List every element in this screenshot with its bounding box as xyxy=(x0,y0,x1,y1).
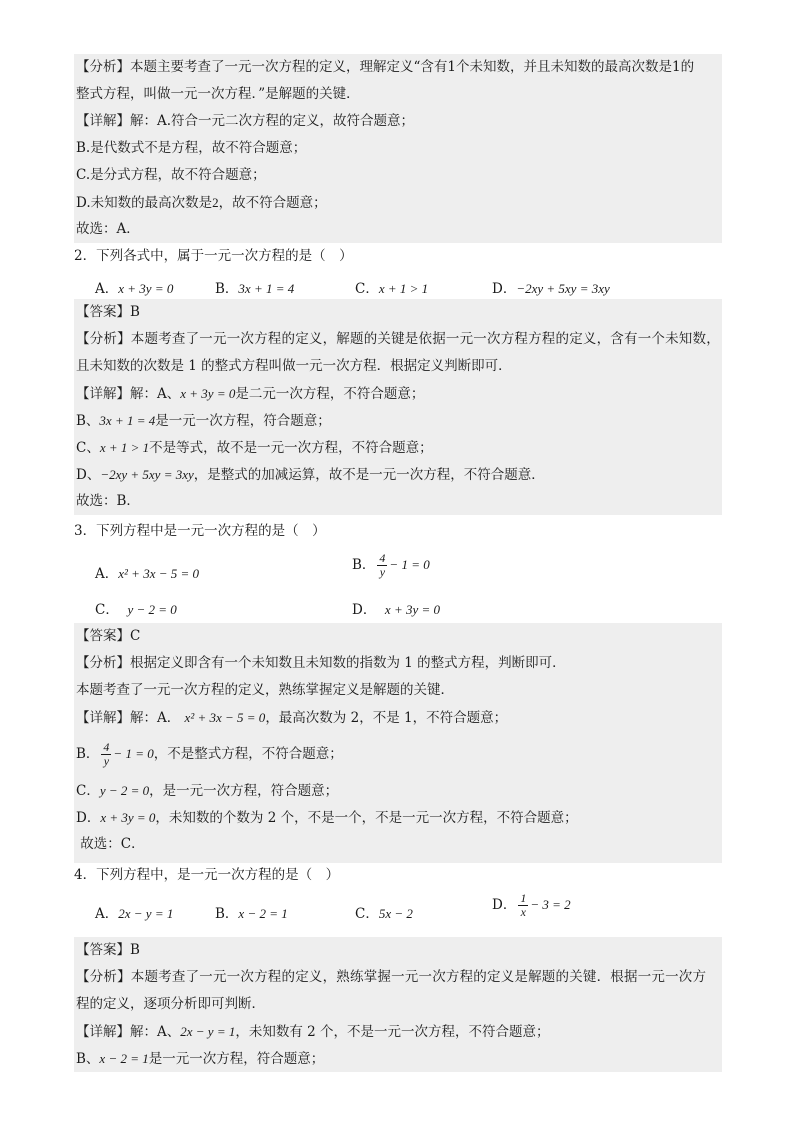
detail-text: ，是一元一次方程，符合题意； xyxy=(149,783,339,799)
question-stem xyxy=(74,862,339,889)
detail-line xyxy=(74,380,722,407)
math-expression: x − 2 = 1 xyxy=(99,1051,149,1066)
detail-text: C.是分式方程，故不符合题意； xyxy=(76,167,266,183)
analysis-line xyxy=(74,81,722,108)
option-label: D． xyxy=(492,897,517,913)
detail-text: 【详解】解：A.符合一元二次方程的定义，故符合题意； xyxy=(76,113,415,129)
detail-text: 【详解】解：A、 xyxy=(76,386,181,402)
math-expression: x + 3y = 0 xyxy=(118,281,174,296)
option-d xyxy=(352,598,440,618)
detail-text: 【详解】解：A． xyxy=(76,710,181,726)
option-a xyxy=(95,277,173,297)
analysis-line xyxy=(74,991,722,1018)
option-d xyxy=(492,277,610,297)
detail-text: 是二元一次方程，不符合题意； xyxy=(235,386,425,402)
detail-text: B、 xyxy=(76,1051,100,1067)
detail-text: ，故不符合题意； xyxy=(218,195,327,211)
analysis-line xyxy=(74,54,722,81)
fraction xyxy=(101,741,111,768)
detail-text: D、 xyxy=(76,467,101,483)
option-b xyxy=(215,277,294,297)
detail-text: 是一元一次方程，符合题意； xyxy=(148,1051,325,1067)
choose-text: 故选：A． xyxy=(76,221,140,237)
fraction-numerator: 4 xyxy=(103,740,110,754)
option-label: D． xyxy=(492,281,517,297)
detail-line xyxy=(74,1018,722,1045)
choose-line xyxy=(74,488,722,515)
detail-line xyxy=(74,162,722,189)
detail-text: D． xyxy=(76,810,101,826)
detail-text: ，最高次数为 2，不是 1，不符合题意； xyxy=(265,710,508,726)
analysis-text: 程的定义，逐项分析即可判断． xyxy=(76,996,265,1012)
math-expression: − 1 = 0 xyxy=(389,557,430,572)
analysis-text: 整式方程，叫做一元一次方程．”是解题的关键． xyxy=(76,86,360,102)
analysis-line xyxy=(74,353,722,380)
math-expression: − 3 = 2 xyxy=(530,897,571,912)
math-expression: 3x + 1 = 4 xyxy=(238,281,295,296)
answer-line xyxy=(74,937,722,964)
math-expression: 2x − y = 1 xyxy=(180,1024,236,1039)
analysis-text: 【分析】本题考查了一元一次方程的定义，解题的关键是依据一元一次方程方程的定义，含有一个未知数， xyxy=(76,331,720,347)
question-stem xyxy=(74,243,353,270)
detail-text: 【详解】解：A、 xyxy=(76,1024,181,1040)
detail-text: B.是代数式不是方程，故不符合题意； xyxy=(76,140,307,156)
detail-text: ，是整式的加减运算，故不是一元一次方程，不符合题意． xyxy=(193,467,545,483)
choose-line xyxy=(74,216,722,243)
detail-line xyxy=(74,135,722,162)
math-expression: x + 1 > 1 xyxy=(99,440,150,455)
detail-text: B． xyxy=(76,746,100,762)
fraction-numerator: 1 xyxy=(520,891,527,905)
analysis-line xyxy=(74,326,722,353)
stem-text: 3．下列方程中是一元一次方程的是（ ） xyxy=(74,523,326,539)
detail-line xyxy=(74,777,722,804)
option-label: B． xyxy=(215,906,239,922)
detail-line xyxy=(74,461,722,488)
option-c xyxy=(355,277,428,297)
detail-text: B、 xyxy=(76,413,100,429)
math-expression: −2xy + 5xy = 3xy xyxy=(100,467,194,482)
choose-line xyxy=(74,831,722,863)
detail-line xyxy=(74,108,722,135)
answer-text: 【答案】B xyxy=(76,304,140,320)
option-label: A． xyxy=(95,906,119,922)
math-expression: x + 3y = 0 xyxy=(180,386,236,401)
analysis-text: 且未知数的次数是 1 的整式方程叫做一元一次方程．根据定义判断即可． xyxy=(76,358,512,374)
option-label: B． xyxy=(215,281,239,297)
math-expression: 2 xyxy=(212,195,219,210)
analysis-line xyxy=(74,650,722,677)
analysis-text: 本题考查了一元一次方程的定义，熟练掌握定义是解题的关键． xyxy=(76,682,454,698)
analysis-line xyxy=(74,677,722,704)
fraction xyxy=(377,552,387,579)
option-a xyxy=(95,562,199,582)
detail-text: D.未知数的最高次数是 xyxy=(76,195,213,211)
fraction-denominator: x xyxy=(520,905,526,919)
detail-text: ，未知数的个数为 2 个，不是一个，不是一元一次方程，不符合题意； xyxy=(155,810,578,826)
detail-text: C、 xyxy=(76,440,100,456)
choose-text: 故选：B． xyxy=(76,493,140,509)
math-expression: y − 2 = 0 xyxy=(127,602,177,617)
question-stem xyxy=(74,518,326,545)
detail-line xyxy=(74,407,722,434)
fraction xyxy=(518,892,528,919)
detail-line xyxy=(74,804,722,831)
answer-line xyxy=(74,623,722,650)
choose-text: 故选：C． xyxy=(80,836,145,852)
option-label: B． xyxy=(352,557,376,573)
analysis-text: 【分析】本题考查了一元一次方程的定义，熟练掌握一元一次方程的定义是解题的关键．根据一元一次方 xyxy=(76,969,707,985)
option-c xyxy=(355,902,413,922)
detail-line xyxy=(74,434,722,461)
stem-text: 2．下列各式中，属于一元一次方程的是（ ） xyxy=(74,248,353,264)
detail-line xyxy=(74,1045,722,1072)
detail-text: ，不是整式方程，不符合题意； xyxy=(153,746,343,762)
option-label: A． xyxy=(95,566,119,582)
option-d xyxy=(492,892,571,919)
detail-text: 是一元一次方程，符合题意； xyxy=(155,413,331,429)
answer-text: 【答案】B xyxy=(76,942,140,958)
option-b xyxy=(215,902,288,922)
math-expression: y − 2 = 0 xyxy=(99,783,150,798)
detail-text: ，未知数有 2 个，不是一元一次方程，不符合题意； xyxy=(235,1024,550,1040)
option-label: C． xyxy=(95,602,119,618)
detail-line xyxy=(74,189,722,216)
detail-text: C． xyxy=(76,783,100,799)
answer-text: 【答案】C xyxy=(76,628,141,644)
detail-line xyxy=(74,704,722,731)
analysis-line xyxy=(74,964,722,991)
answer-line xyxy=(74,299,722,326)
math-expression: x − 2 = 1 xyxy=(238,906,288,921)
fraction-denominator: y xyxy=(379,565,386,579)
math-expression: − 1 = 0 xyxy=(113,746,154,761)
detail-line xyxy=(74,731,722,777)
option-label: D． xyxy=(352,602,377,618)
option-c xyxy=(95,598,177,618)
math-expression: x² + 3x − 5 = 0 xyxy=(118,566,200,581)
stem-text: 4．下列方程中，是一元一次方程的是（ ） xyxy=(74,867,340,883)
option-label: C． xyxy=(355,906,379,922)
option-a xyxy=(95,902,173,922)
option-label: C． xyxy=(355,281,379,297)
detail-text: 不是等式，故不是一元一次方程，不符合题意； xyxy=(149,440,433,456)
math-expression: 3x + 1 = 4 xyxy=(99,413,156,428)
math-expression: x² + 3x − 5 = 0 xyxy=(184,710,266,725)
analysis-text: 【分析】根据定义即含有一个未知数且未知数的指数为 1 的整式方程，判断即可． xyxy=(76,655,566,671)
option-b xyxy=(352,552,430,579)
math-expression: x + 1 > 1 xyxy=(378,281,429,296)
math-expression: 2x − y = 1 xyxy=(118,906,174,921)
analysis-text: 【分析】本题主要考查了一元一次方程的定义，理解定义“含有1个未知数，并且未知数的最高次数是1的 xyxy=(76,59,695,75)
math-expression: −2xy + 5xy = 3xy xyxy=(516,281,610,296)
option-label: A． xyxy=(95,281,119,297)
math-expression: x + 3y = 0 xyxy=(100,810,156,825)
math-expression: x + 3y = 0 xyxy=(384,602,441,617)
fraction-denominator: y xyxy=(103,754,110,768)
math-expression: 5x − 2 xyxy=(378,906,413,921)
fraction-numerator: 4 xyxy=(379,551,386,565)
